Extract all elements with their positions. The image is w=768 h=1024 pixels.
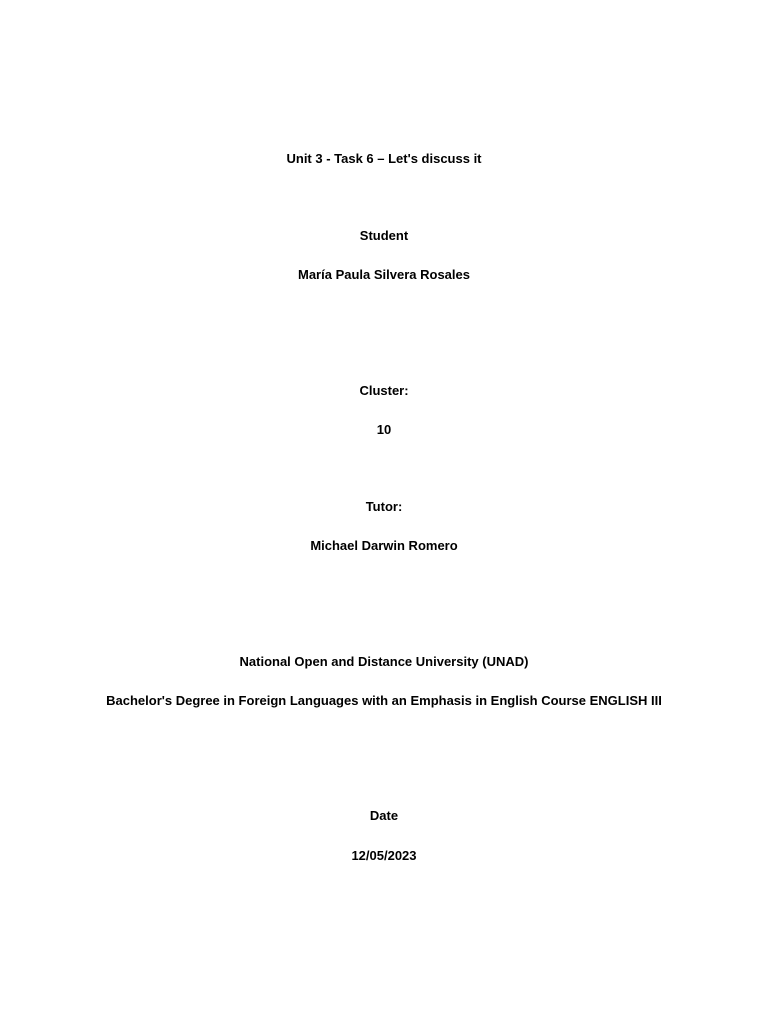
student-name: María Paula Silvera Rosales	[298, 267, 470, 282]
document-title: Unit 3 - Task 6 – Let's discuss it	[286, 151, 482, 166]
tutor-name: Michael Darwin Romero	[310, 538, 458, 553]
cluster-label: Cluster:	[359, 383, 409, 398]
student-label: Student	[359, 228, 409, 243]
tutor-label: Tutor:	[365, 499, 403, 514]
date-value: 12/05/2023	[351, 848, 417, 863]
date-label: Date	[369, 808, 399, 823]
cluster-value: 10	[376, 422, 392, 437]
university-name: National Open and Distance University (UNAD)	[239, 654, 529, 669]
program-name: Bachelor's Degree in Foreign Languages with an Emphasis in English Course ENGLISH III	[106, 693, 662, 708]
